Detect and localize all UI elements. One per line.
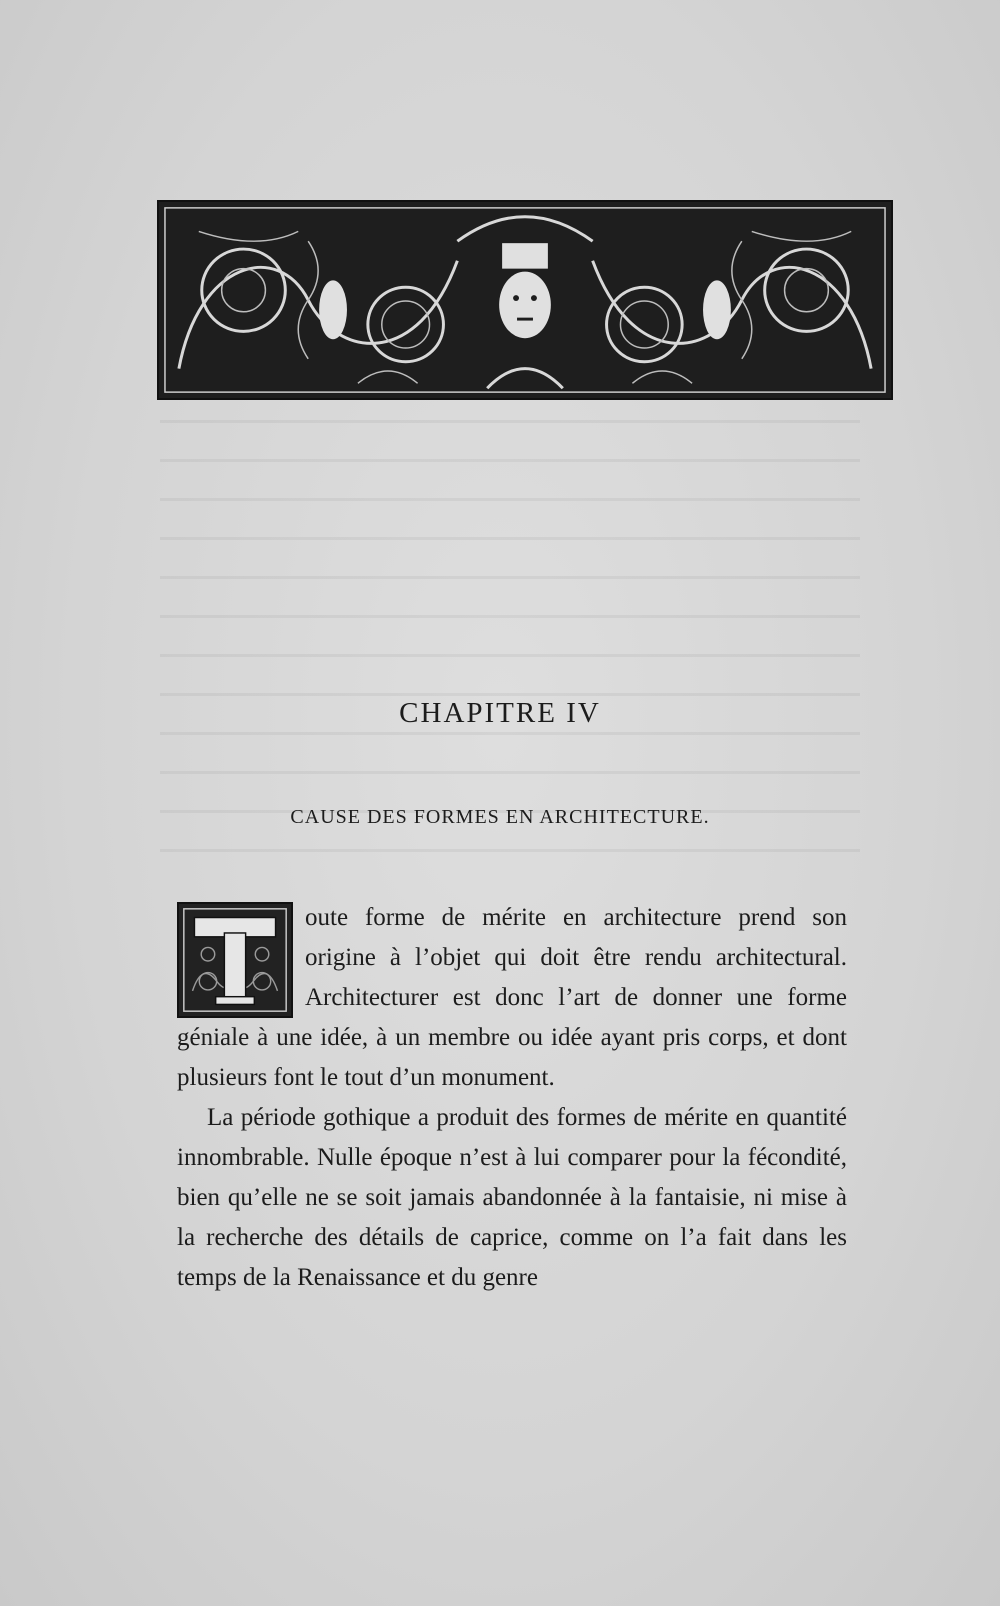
decorated-letter-icon bbox=[179, 904, 291, 1016]
chapter-title: CHAPITRE IV bbox=[399, 697, 601, 729]
chapter-subtitle: CAUSE DES FORMES EN ARCHITECTURE. bbox=[290, 806, 710, 828]
ornamental-headpiece bbox=[157, 200, 893, 400]
body-text bbox=[177, 898, 847, 1298]
paragraph-2: La période gothique a produit des formes de mérite en quantité innombrable. Nulle époque n’est à lui comparer pour la fécondité, bien qu’elle ne se soit jamais abandonnée à la fantaisie, ni mise à la recherche des détails de caprice, comme on l’a fait dans les temps de la Renaissance et du genre bbox=[177, 1104, 847, 1291]
drop-cap-icon bbox=[177, 902, 293, 1018]
headpiece-ornament-icon bbox=[159, 202, 891, 398]
paragraph-1: oute forme de mérite en architecture prend son origine à l’objet qui doit être rendu architectural. Architecturer est donc l’art de donner une forme géniale à une idée, à un membre ou idée ayant pris corps, et dont plusieurs font le tout d’un monument. bbox=[177, 904, 847, 1091]
